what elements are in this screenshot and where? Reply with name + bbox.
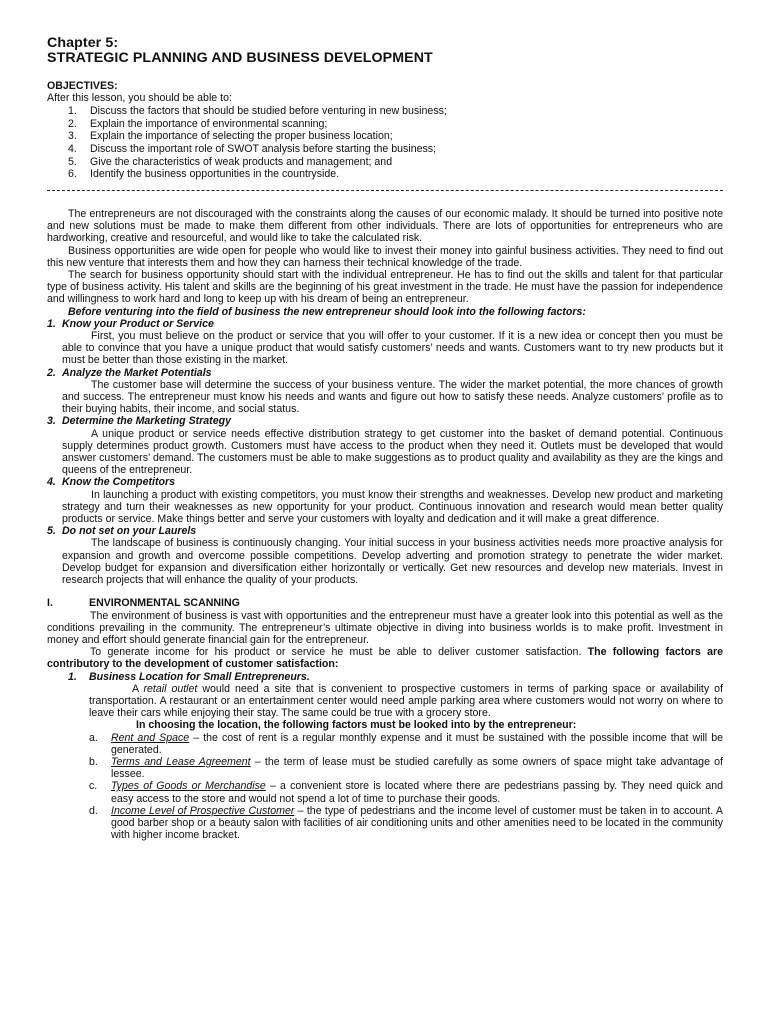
factor-heading: 2. Analyze the Market Potentials	[47, 366, 212, 379]
section-heading: I. ENVIRONMENTAL SCANNING	[47, 597, 240, 610]
section-paragraph: The environment of business is vast with opportunities and the entrepreneur must have a greater look into this potential as well as the conditions prevailing in the community. The entrepreneur’s ultimate objective in diving into business worlds is to make profit. Investment in money and effort should generate financial gain for the entrepreneur.	[47, 609, 723, 646]
intro-paragraph: The search for business opportunity should start with the individual entrepreneur. He has to find out the skills and talent for that particular type of business activity. His talent and skills are the beginning of his great investment in the trade. He must have the passion for independence and willingness to work hard and long to keep up with his dream of being an entrepreneur.	[47, 269, 723, 306]
factors-lead: Before venturing into the field of business the new entrepreneur should look into the following factors:	[68, 305, 586, 318]
factor-text: A unique product or service needs effective distribution strategy to get customer into the basket of demand potential. Continuous supply determines product growth. Customers must have access to the product when they need it. Outlets must be developed that would answer customers’ demand. The customers must be able to make suggestions as to product quality and availability as they are the kings and queens of the entrepreneur.	[62, 427, 723, 477]
objective-item: 1. Discuss the factors that should be studied before venturing in new business;	[68, 105, 447, 117]
factor-heading: 3. Determine the Marketing Strategy	[47, 415, 231, 428]
objective-item: 3. Explain the importance of selecting the proper business location;	[68, 130, 393, 143]
objectives-list	[68, 105, 447, 181]
location-factors-lead: In choosing the location, the following factors must be looked into by the entrepreneur:	[136, 719, 577, 732]
chapter-label: Chapter 5:	[47, 35, 119, 51]
intro-paragraph: The entrepreneurs are not discouraged with the constraints along the causes of our economic malady. It should be turned into positive note and new solutions must be made to make them different from other individuals. There are lots of opportunities for entrepreneurs who are hardworking, creative and resourceful, and would like to take the calculated risk.	[47, 208, 723, 245]
objective-item: 2. Explain the importance of environmental scanning;	[68, 117, 328, 130]
factor-text: In launching a product with existing competitors, you must know their strengths and weaknesses. Develop new product and marketing strategy and turn their weaknesses as new opportunity for your product. Continuous innovation and research would mean better quality products or service. Make things better and serve your customers with loyalty and dedication and it will make a great difference.	[62, 488, 723, 526]
objective-item: 6. Identify the business opportunities in the countryside.	[68, 168, 340, 181]
document-body	[47, 208, 723, 841]
chapter-header	[47, 36, 433, 66]
factor-text: The customer base will determine the success of your business venture. The wider the market potential, the more chances of growth and success. The entrepreneur must know his needs and wants and figure out how to satisfy these needs. Analyze customers’ profile as to their buying habits, their income, and social status.	[62, 378, 723, 416]
subsection-paragraph: A retail outlet would need a site that is convenient to prospective customers in terms of parking space or availability of transportation. A restaurant or an entertainment center would need ample parking area where customers would not worry on where to leave their cars while enjoying their stay. The same could be true with a grocery store.	[89, 682, 723, 720]
factor-text: The landscape of business is continuously changing. Your initial success in your business activities needs more proactive analysis for expansion and growth and overcome possible competitions. Develop adverting and promotion strategy to penetrate the wider market. Develop budget for expansion and diversification either horizontally or vertically. Get new resources and develop new materials. Invest in research projects that will enhance the quality of your products.	[62, 537, 723, 587]
location-factor-item: d. Income Level of Prospective Customer – the type of pedestrians and the income level of customer must be taken in to account. A good barber shop or a beauty salon with facilities of air conditioning units and other amenities need to be located in the community with higher income bracket.	[89, 804, 723, 842]
section-paragraph: To generate income for his product or service he must be able to deliver customer satisfaction. The following factors are contributory to the development of customer satisfaction:	[47, 646, 723, 671]
factor-heading: 5. Do not set on your Laurels	[47, 525, 197, 538]
objectives-title: OBJECTIVES:	[47, 80, 118, 92]
location-factor-item: b. Terms and Lease Agreement – the term of lease must be studied carefully as some owners of space might take advantage of lessee.	[89, 755, 723, 781]
objective-item: 4. Discuss the important role of SWOT analysis before starting the business;	[68, 143, 437, 156]
factor-text: First, you must believe on the product or service that you will offer to your customer. If it is a new idea or concept then you must be able to convince that you have a unique product that would satisfy customers’ needs and wants. Customers want to try new products but it must be better than those existing in the market.	[62, 330, 723, 367]
factor-heading: 1. Know your Product or Service	[47, 317, 214, 330]
factor-heading: 4. Know the Competitors	[47, 476, 175, 489]
chapter-title: STRATEGIC PLANNING AND BUSINESS DEVELOPMENT	[47, 50, 433, 66]
location-factor-item: c. Types of Goods or Merchandise – a convenient store is located where there are pedestrians passing by. They need quick and easy access to the store and would not spend a lot of time to purchase their goods.	[89, 780, 724, 805]
location-factor-item: a. Rent and Space – the cost of rent is a regular monthly expense and it must be sustained with the possible income that will be generated.	[89, 731, 723, 756]
subsection-heading: 1. Business Location for Small Entrepreneurs.	[68, 670, 310, 683]
objective-item: 5. Give the characteristics of weak products and management; and	[68, 155, 393, 168]
intro-paragraph: Business opportunities are wide open for people who would like to invest their money into gainful business activities. They need to find out this new venture that interests them and how they can harness their technical knowledge of the trade.	[47, 244, 723, 269]
section-bold-sentence: The following factors are contributory to the development of customer satisfaction:	[47, 646, 723, 671]
objectives-intro: After this lesson, you should be able to:	[47, 92, 232, 104]
dashed-divider	[47, 190, 723, 191]
